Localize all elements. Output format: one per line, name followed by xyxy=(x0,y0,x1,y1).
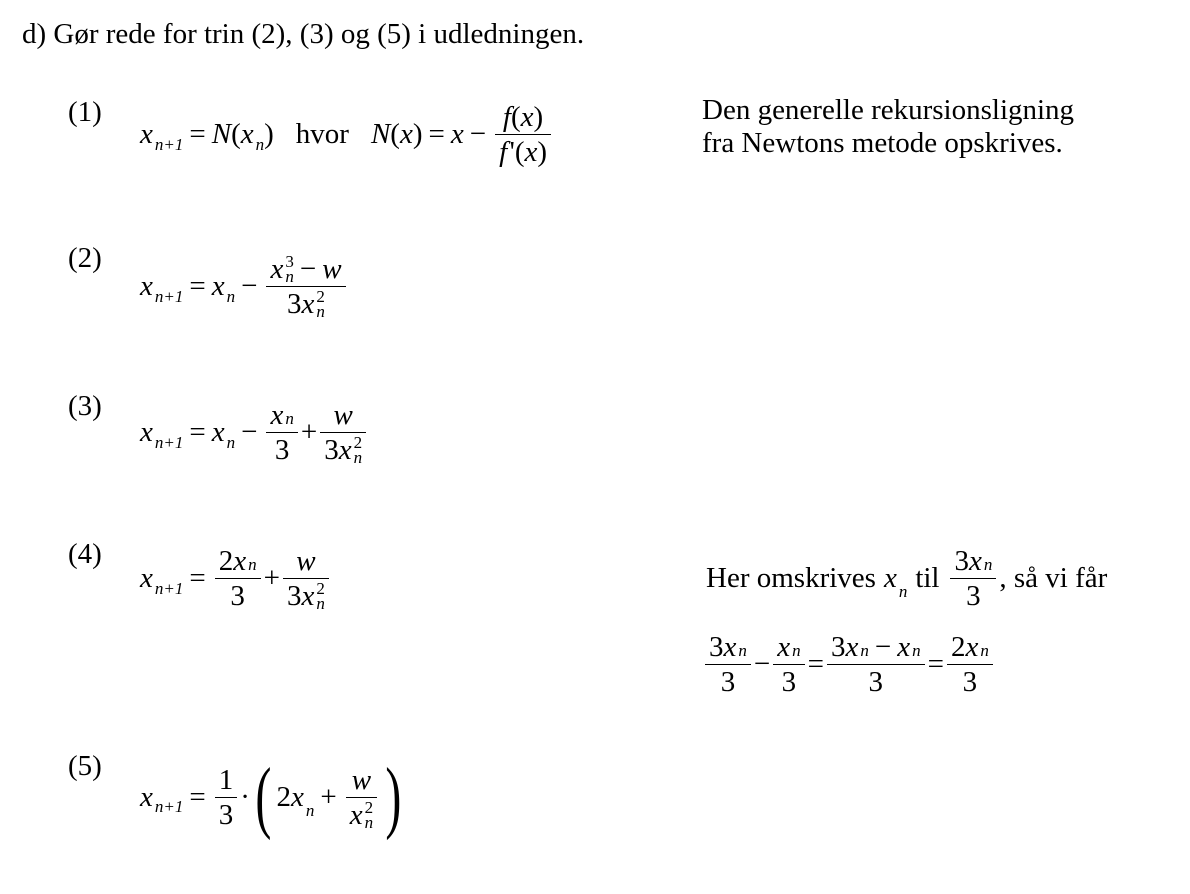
note-4-suffix: , så vi får xyxy=(999,562,1108,594)
note-4-prefix: Her omskrives xyxy=(706,562,876,594)
left-paren: ( xyxy=(255,753,272,841)
equation-1: x n+1 = N ( x n ) hvor N ( x ) = x − f ( x ) f '( x ) xyxy=(140,100,554,169)
step-label-2: (2) xyxy=(68,242,102,274)
equation-4: x n+1 = 2 x n 3 + w 3 x 2 n xyxy=(140,544,332,613)
equation-2: x n+1 = x n − x 3 n − w 3 x 2 n xyxy=(140,252,349,321)
fraction-xn-over-3: x n 3 xyxy=(266,398,297,467)
fraction-2xn-over-3: 2 x n 3 xyxy=(215,544,261,613)
note-1-line-1: Den generelle rekursionsligning xyxy=(702,94,1075,126)
heading: d) Gør rede for trin (2), (3) og (5) i udledningen. xyxy=(22,18,585,50)
note-4-middle: til xyxy=(915,562,940,594)
equation-3: x n+1 = x n − x n 3 + w 3 x 2 n xyxy=(140,398,369,467)
step-label-4: (4) xyxy=(68,538,102,570)
step-label-5: (5) xyxy=(68,750,102,782)
fraction-w-over-xn2: w x 2 n xyxy=(346,763,377,832)
fraction-d4: 2 x n 3 xyxy=(947,630,993,699)
step-label-3: (3) xyxy=(68,390,102,422)
note-1-line-2: fra Newtons metode opskrives. xyxy=(702,127,1063,159)
equation-5: x n+1 = $\frac{1}{3}$ · ( 2x $_n$ + w x 2 n ) xyxy=(140,753,402,841)
fraction-1-over-3: $\frac{1}{3}$ xyxy=(215,763,238,832)
step1-word: hvor xyxy=(295,118,349,150)
derivation-line: 3 x n 3 − x n 3 = 3 x n − x n 3 = 2 x n 3 xyxy=(702,630,996,699)
fraction-f-over-fprime: f ( x ) f '( x ) xyxy=(495,100,551,169)
fraction-d3: 3 x n − x n 3 xyxy=(827,630,925,699)
fraction-d1: 3 x n 3 xyxy=(705,630,751,699)
fraction-d2: x n 3 xyxy=(773,630,804,699)
fraction-w-over-3xn2-b: w 3 x 2 n xyxy=(283,544,329,613)
fraction-w-over-3xn2: w 3 x 2 n xyxy=(320,398,366,467)
note-4: Her omskrives x $_n$ til 3 x n 3 , så vi får xyxy=(706,545,1108,612)
right-paren: ) xyxy=(385,753,402,841)
step-label-1: (1) xyxy=(68,96,102,128)
fraction-step-2: x 3 n − w 3 x 2 n xyxy=(266,252,345,321)
fraction-3xn-over-3: 3 x n 3 xyxy=(950,544,996,613)
note-1 xyxy=(702,94,1074,160)
